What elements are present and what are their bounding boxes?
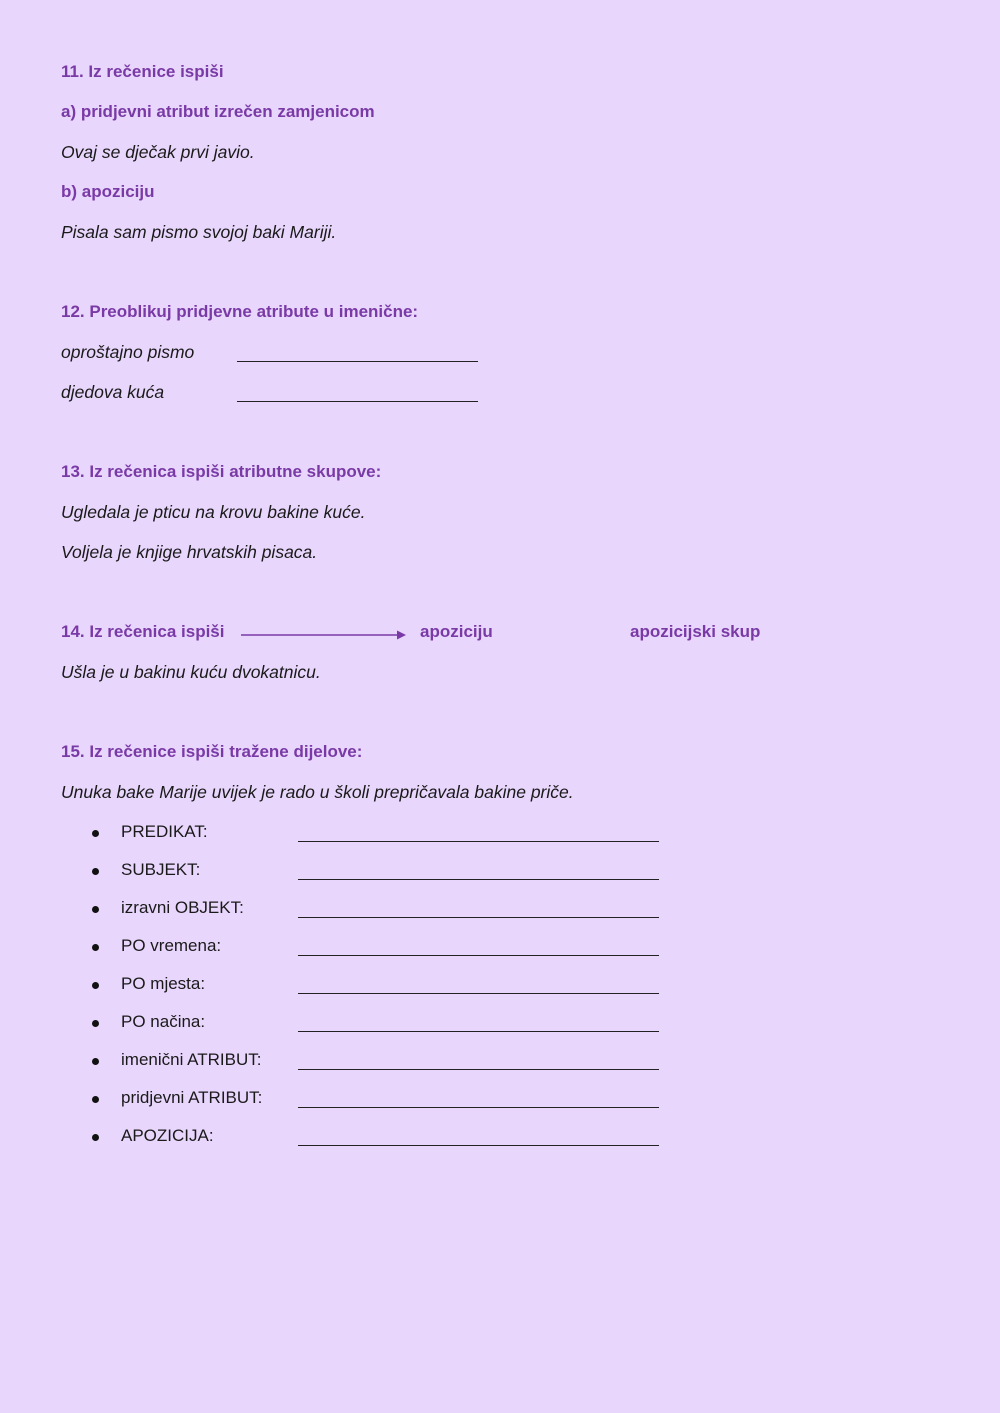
bullet-icon: [92, 982, 99, 989]
bullet-icon: [92, 1020, 99, 1027]
q15-item-label: APOZICIJA:: [121, 1126, 214, 1145]
bullet-icon: [92, 944, 99, 951]
q15-item-label: PO vremena:: [121, 936, 222, 955]
q11-sentence-b: Pisala sam pismo svojoj baki Mariji.: [61, 222, 337, 242]
q12-heading: 12. Preoblikuj pridjevne atribute u imenične:: [61, 302, 419, 321]
q14-option-apposition-group: apozicijski skup: [630, 622, 761, 641]
bullet-icon: [92, 1058, 99, 1065]
q15-answer-line[interactable]: [298, 955, 659, 956]
q15-item-label: PREDIKAT:: [121, 822, 208, 841]
q15-answer-line[interactable]: [298, 1107, 659, 1108]
q15-answer-line[interactable]: [298, 1145, 659, 1146]
q15-list-item: [90, 898, 690, 922]
bullet-icon: [92, 906, 99, 913]
q15-answer-line[interactable]: [298, 841, 659, 842]
bullet-icon: [92, 1096, 99, 1103]
q15-list-item: [90, 1088, 690, 1112]
q15-answer-line[interactable]: [298, 879, 659, 880]
bullet-icon: [92, 830, 99, 837]
q12-answer-line-1[interactable]: [237, 361, 478, 362]
q15-item-label: imenični ATRIBUT:: [121, 1050, 262, 1069]
q12-answer-line-2[interactable]: [237, 401, 478, 402]
q15-answer-line[interactable]: [298, 1031, 659, 1032]
q14-sentence: Ušla je u bakinu kuću dvokatnicu.: [61, 662, 321, 682]
q12-item-2: djedova kuća: [61, 382, 165, 402]
q14-heading: 14. Iz rečenica ispiši: [61, 622, 225, 641]
q15-list-item: [90, 936, 690, 960]
q15-item-label: pridjevni ATRIBUT:: [121, 1088, 263, 1107]
q15-list-item: [90, 974, 690, 998]
q15-answer-line[interactable]: [298, 1069, 659, 1070]
bullet-icon: [92, 1134, 99, 1141]
q13-sentence-1: Ugledala je pticu na krovu bakine kuće.: [61, 502, 366, 522]
q15-item-label: PO mjesta:: [121, 974, 206, 993]
q15-list-item: [90, 1126, 690, 1150]
q11-part-b: b) apoziciju: [61, 182, 155, 201]
q15-item-label: SUBJEKT:: [121, 860, 201, 879]
q15-item-label: PO načina:: [121, 1012, 206, 1031]
q11-heading: 11. Iz rečenice ispiši: [61, 62, 224, 81]
q15-list-item: [90, 822, 690, 846]
q15-answer-line[interactable]: [298, 917, 659, 918]
q15-heading: 15. Iz rečenice ispiši tražene dijelove:: [61, 742, 363, 761]
q11-part-a: a) pridjevni atribut izrečen zamjenicom: [61, 102, 375, 121]
bullet-icon: [92, 868, 99, 875]
arrow-right-icon: [240, 628, 408, 642]
q15-list-item: [90, 1050, 690, 1074]
q15-list-item: [90, 1012, 690, 1036]
q13-sentence-2: Voljela je knjige hrvatskih pisaca.: [61, 542, 318, 562]
q15-answer-line[interactable]: [298, 993, 659, 994]
q11-sentence-a: Ovaj se dječak prvi javio.: [61, 142, 255, 162]
q12-item-1: oproštajno pismo: [61, 342, 195, 362]
q13-heading: 13. Iz rečenica ispiši atributne skupove:: [61, 462, 382, 481]
q15-sentence: Unuka bake Marije uvijek je rado u školi prepričavala bakine priče.: [61, 782, 574, 802]
q15-list-item: [90, 860, 690, 884]
q14-option-apposition: apoziciju: [420, 622, 493, 641]
q15-item-label: izravni OBJEKT:: [121, 898, 244, 917]
